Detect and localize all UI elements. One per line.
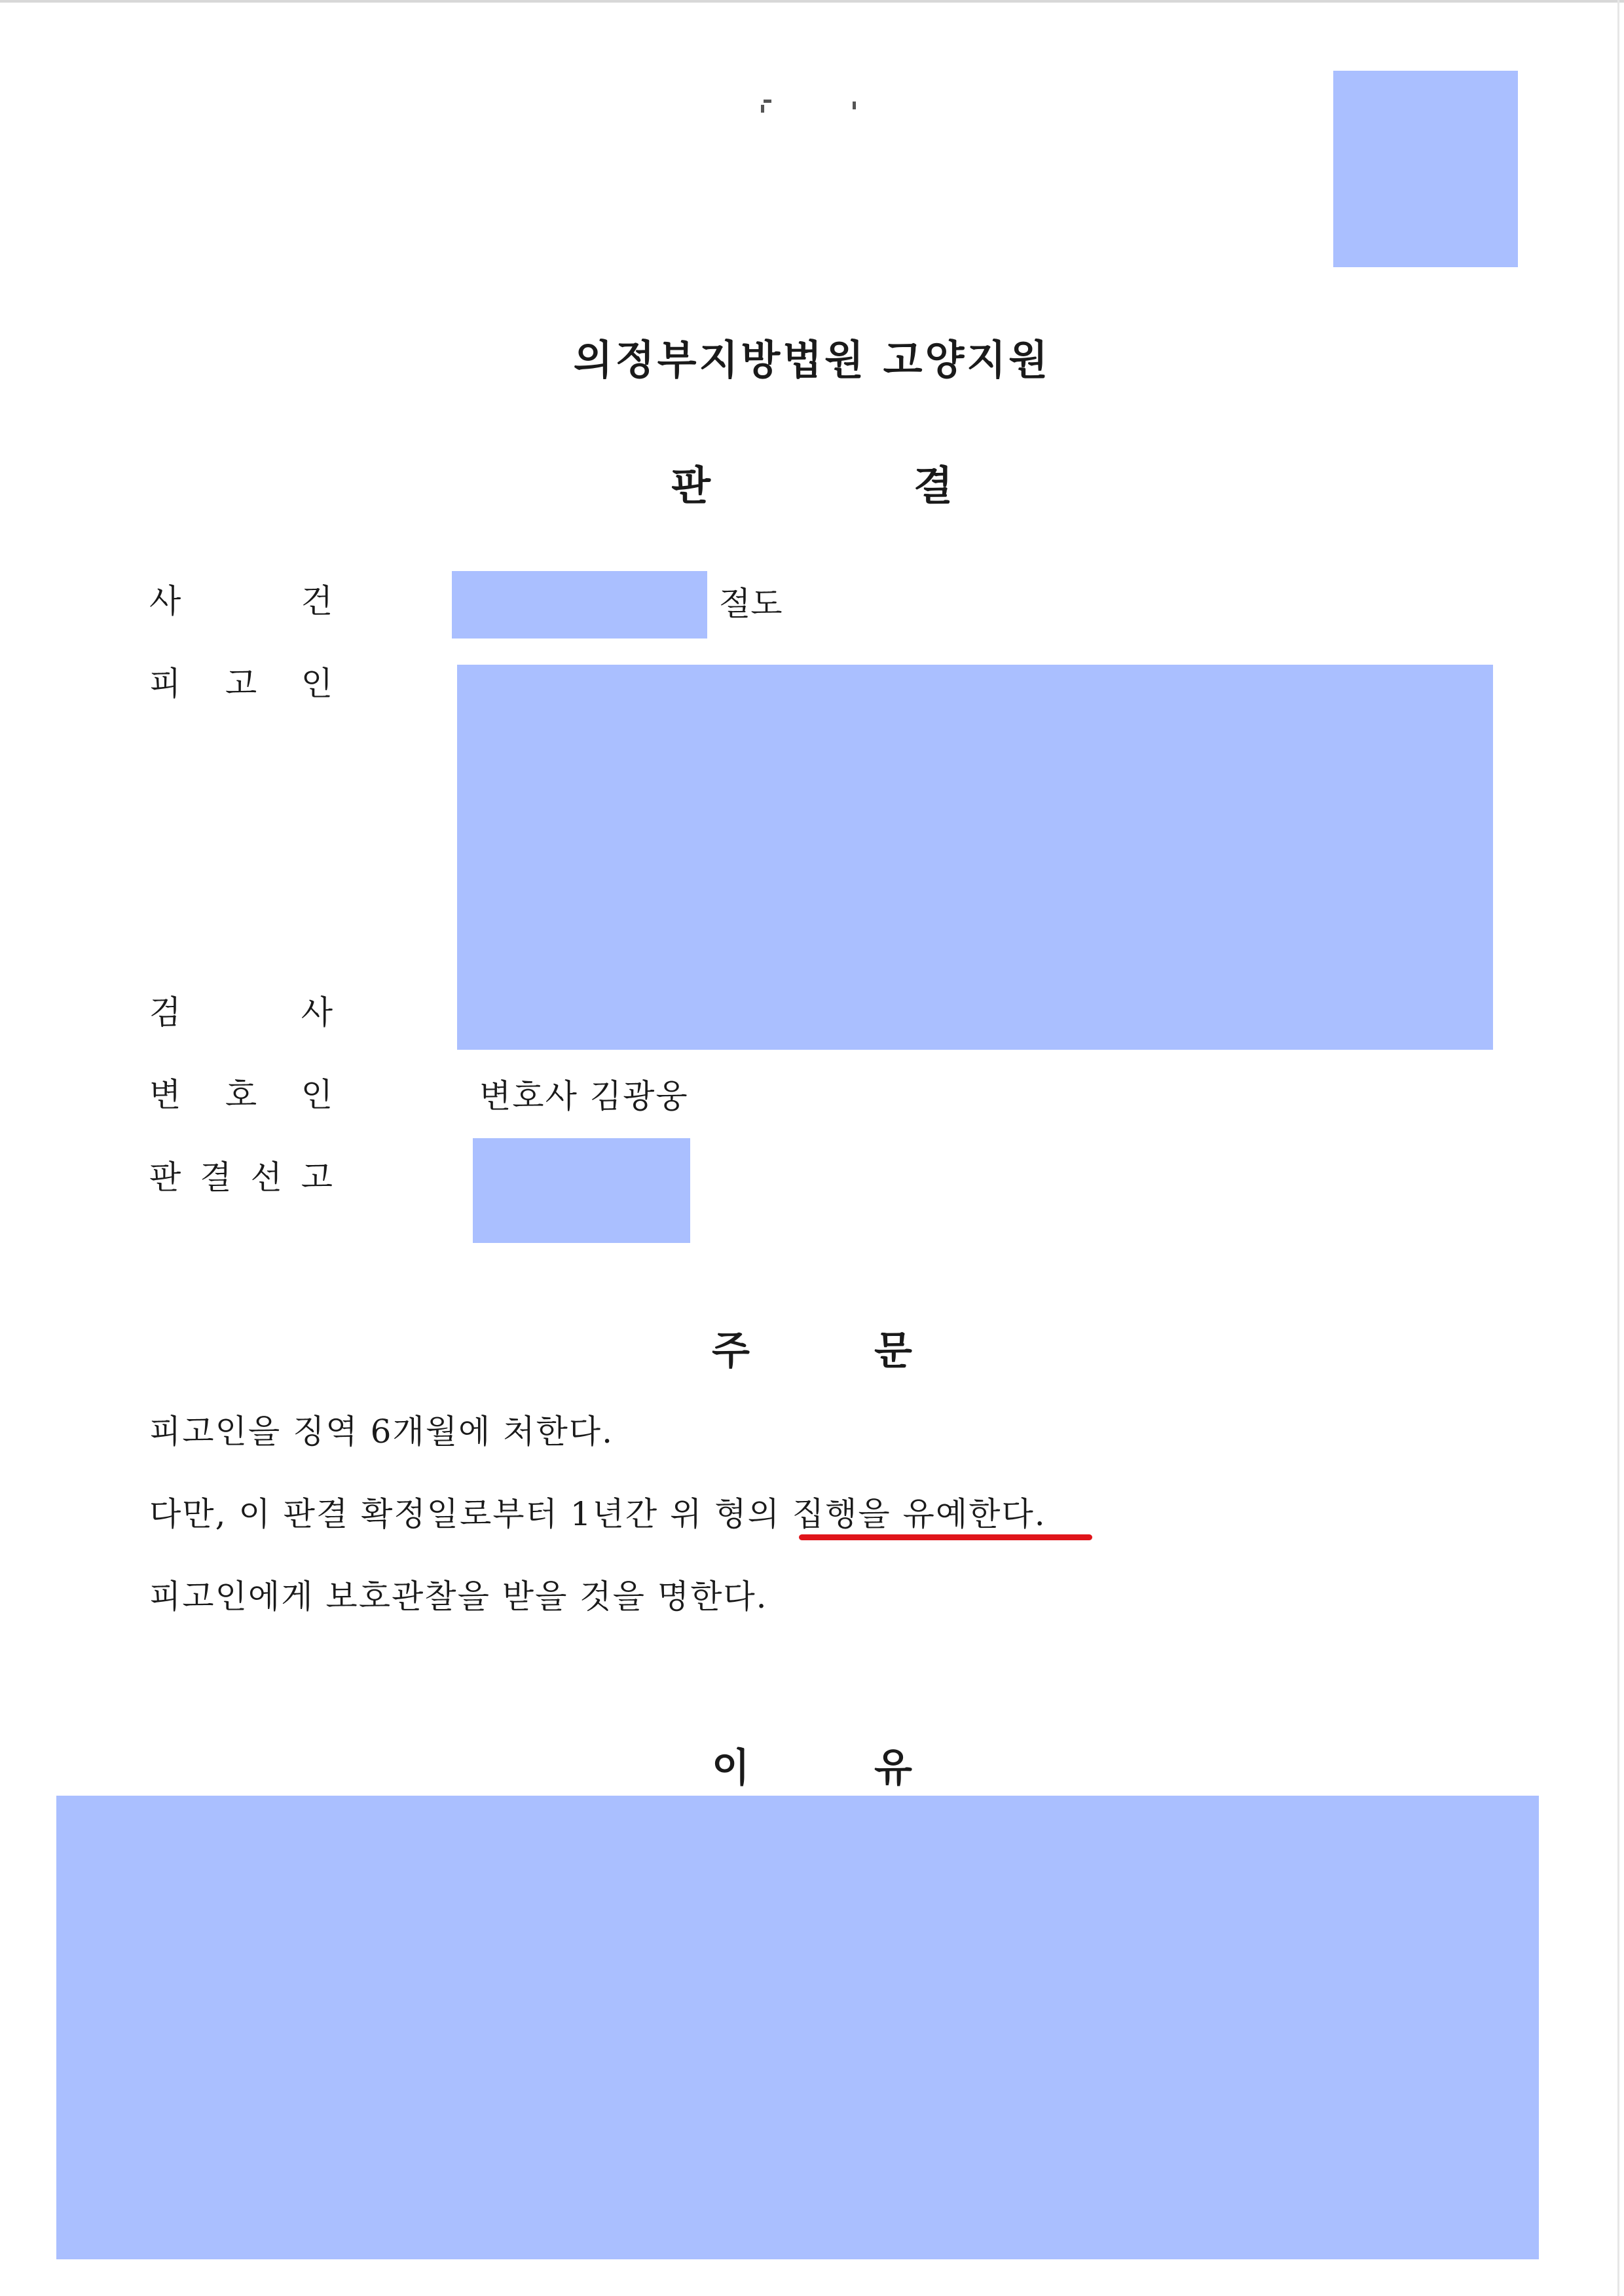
scan-speck — [761, 105, 764, 113]
order-line-probation: 피고인에게 보호관찰을 받을 것을 명한다. — [149, 1578, 768, 1616]
document-title — [0, 453, 1624, 511]
document-title-char: 판 — [671, 462, 710, 509]
document-title-char: 결 — [913, 462, 953, 509]
redacted-stamp-block — [1333, 71, 1518, 267]
scan-speck — [764, 100, 771, 103]
scan-edge-top — [0, 0, 1624, 3]
reasons-heading: 이 유 — [712, 1745, 912, 1791]
counsel-label: 변 호 인 — [149, 1076, 333, 1114]
judgment-date-label: 판 결 선 고 — [149, 1158, 333, 1196]
court-name: 의정부지방법원 고양지원 — [573, 336, 1051, 384]
case-label: 사 건 — [149, 582, 333, 620]
redacted-reasons-body — [56, 1796, 1539, 2259]
red-underline-annotation — [799, 1534, 1092, 1540]
scan-speck — [853, 102, 856, 109]
case-value: 절도 — [719, 585, 783, 623]
redacted-case-number — [452, 571, 707, 639]
highlighted-suspension-text: 집행을 유예한다. — [792, 1495, 1046, 1533]
order-heading: 주 문 — [712, 1328, 912, 1374]
order-line-suspension: 다만, 이 판결 확정일로부터 1년간 위 형의 집행을 유예한다. — [149, 1495, 1046, 1533]
prosecutor-label: 검 사 — [149, 993, 333, 1031]
defendant-label: 피 고 인 — [149, 665, 333, 703]
counsel-value: 변호사 김광웅 — [479, 1077, 689, 1115]
redacted-judgment-date — [473, 1138, 690, 1243]
order-line-sentence: 피고인을 징역 6개월에 처한다. — [149, 1413, 614, 1451]
redacted-defendant-prosecutor-info — [457, 665, 1493, 1050]
